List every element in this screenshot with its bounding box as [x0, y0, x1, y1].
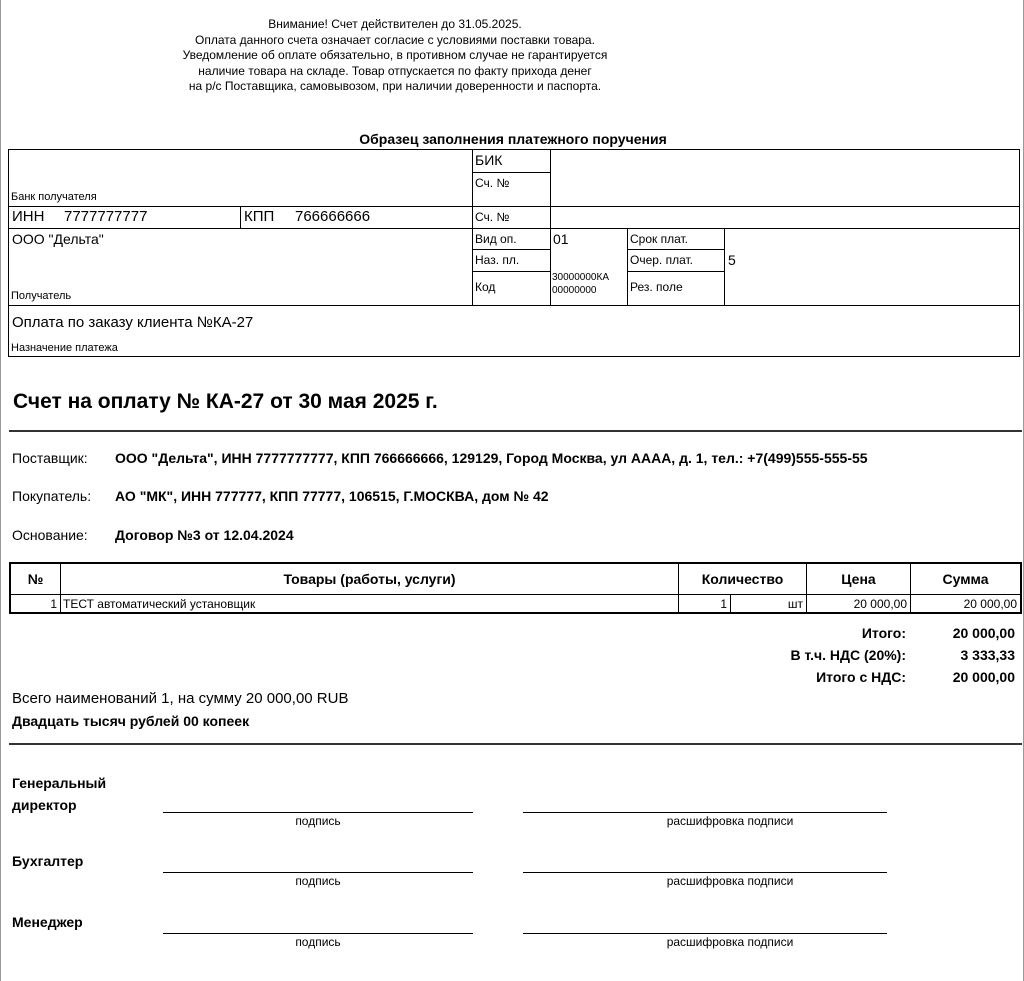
ocher-value: 5: [728, 252, 736, 268]
director-role-line: директор: [12, 797, 77, 813]
basis-value: Договор №3 от 12.04.2024: [115, 527, 294, 543]
row-qty: 1: [720, 597, 727, 611]
accountant-signature-line: [163, 872, 473, 873]
vat-label: В т.ч. НДС (20%):: [790, 647, 906, 663]
accountant-role: Бухгалтер: [12, 853, 84, 869]
kod-value-2: 00000000: [552, 285, 597, 296]
rez-label: Рез. поле: [630, 280, 683, 294]
vid-op-value: 01: [553, 231, 569, 247]
total-vat-label: Итого с НДС:: [816, 669, 906, 685]
total-vat-value: 20 000,00: [952, 669, 1015, 685]
row-name: ТЕСТ автоматический установщик: [63, 597, 256, 611]
invoice-title: Счет на оплату № КА-27 от 30 мая 2025 г.: [13, 390, 438, 413]
bank-label: Банк получателя: [11, 191, 97, 203]
bik-label: БИК: [475, 152, 503, 168]
col-header-num: №: [27, 571, 44, 587]
sign-caption: подпись: [295, 935, 341, 949]
row-price: 20 000,00: [853, 597, 907, 611]
inn-label: ИНН: [12, 208, 45, 225]
vid-op-label: Вид оп.: [475, 232, 517, 246]
account-label: Сч. №: [475, 176, 510, 190]
naz-pl-label: Наз. пл.: [475, 253, 520, 267]
manager-decode-line: [523, 933, 887, 934]
validity-notice: [140, 17, 650, 95]
recipient-label: Получатель: [11, 290, 72, 302]
sign-caption: подпись: [295, 874, 341, 888]
payment-order-title: Образец заполнения платежного поручения: [359, 131, 667, 147]
amount-in-words: Двадцать тысяч рублей 00 копеек: [12, 713, 250, 729]
supplier-value: ООО "Дельта", ИНН 7777777777, КПП 766666666, 129129, Город Москва, ул АААА, д. 1, тел.: +7(499)555-555-55: [115, 450, 868, 466]
decode-caption: расшифровка подписи: [666, 935, 794, 949]
purpose-value: Оплата по заказу клиента №КА-27: [12, 314, 254, 331]
ocher-label: Очер. плат.: [630, 253, 694, 267]
manager-role: Менеджер: [12, 914, 83, 930]
director-signature-line: [163, 812, 473, 813]
srok-label: Срок плат.: [630, 232, 689, 246]
director-decode-line: [523, 812, 887, 813]
decode-caption: расшифровка подписи: [666, 814, 794, 828]
decode-caption: расшифровка подписи: [666, 874, 794, 888]
notice-line: Уведомление об оплате обязательно, в противном случае не гарантируется: [182, 48, 608, 62]
kpp-label: КПП: [244, 208, 275, 225]
col-header-qty: Количество: [701, 571, 784, 587]
notice-line: Внимание! Счет действителен до 31.05.2025.: [268, 17, 522, 31]
row-num: 1: [50, 597, 57, 611]
kod-value-1: 30000000КА: [552, 272, 609, 283]
basis-label: Основание:: [12, 527, 88, 543]
notice-line: Оплата данного счета означает согласие с условиями поставки товара.: [195, 32, 595, 47]
accountant-decode-line: [523, 872, 887, 873]
director-role: [12, 772, 106, 816]
divider: [9, 743, 1022, 745]
purpose-label: Назначение платежа: [11, 342, 118, 354]
items-summary: Всего наименований 1, на сумму 20 000,00 RUB: [12, 690, 349, 707]
row-unit: шт: [787, 597, 803, 611]
sign-caption: подпись: [295, 814, 341, 828]
kpp-value: 766666666: [295, 208, 371, 225]
page-border-left: [0, 0, 1, 981]
director-role-line: Генеральный: [12, 775, 107, 791]
col-header-sum: Сумма: [942, 571, 989, 587]
col-header-goods: Товары (работы, услуги): [283, 571, 456, 587]
buyer-value: АО "МК", ИНН 777777, КПП 77777, 106515, Г.МОСКВА, дом № 42: [115, 488, 549, 504]
col-header-price: Цена: [841, 571, 876, 587]
manager-signature-line: [163, 933, 473, 934]
row-sum: 20 000,00: [963, 597, 1017, 611]
inn-value: 7777777777: [64, 208, 148, 225]
buyer-label: Покупатель:: [12, 488, 92, 504]
notice-line: наличие товара на складе. Товар отпускается по факту прихода денег: [198, 63, 592, 78]
notice-line: на р/с Поставщика, самовывозом, при наличии доверенности и паспорта.: [188, 79, 602, 93]
vat-value: 3 333,33: [960, 647, 1015, 663]
kod-label: Код: [475, 280, 496, 294]
recipient-name: ООО "Дельта": [12, 231, 104, 247]
account-label: Сч. №: [475, 210, 510, 224]
divider: [9, 430, 1022, 432]
supplier-label: Поставщик:: [12, 450, 88, 466]
total-value: 20 000,00: [952, 625, 1015, 641]
total-label: Итого:: [861, 625, 906, 641]
